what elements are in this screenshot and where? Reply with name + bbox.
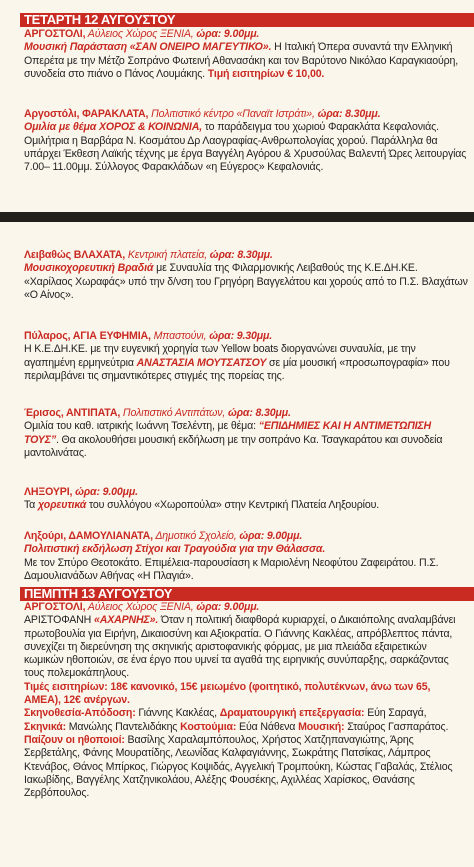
event-body: Όταν η πολιτική διαφθορά κυριαρχεί, ο Δικαιόπολης αναλαμβάνει πρωτοβουλία για Ειρήνη, Δικαιοσύνη και Αξιοκρατία. Ο Γιάννης Κακλέας, απρόβλεπτος πάντα, συνεχίζει τη διερεύνηση της σκηνικής αριστοφανικής φόρμας, με μια πλειάδα εξαιρετικών κωμικών ηθοποιών, σε ένα έργο που υμνεί τα αγαθά της ειρηνικής συνύπαρξης, σαρκάζοντας τους πολεμοκάπηλους.: [24, 614, 456, 680]
event-time: ώρα: 8.30μμ.: [225, 407, 291, 419]
day-header-text: ΠΕΜΠΤΗ 13 ΑΥΓΟΥΣΤΟΥ: [24, 586, 173, 601]
credit-label: Σκηνικά:: [24, 720, 66, 733]
event-highlight: χορευτικά: [37, 499, 87, 512]
event-title: Ομιλία με θέμα ΧΟΡΟΣ & ΚΟΙΝΩΝΙΑ,: [24, 121, 202, 134]
event-venue: Μπαστούνι,: [150, 330, 207, 342]
credit-value: Βασίλης Χαραλαμπόπουλος, Χρήστος Χατζηπαναγιώτης, Άρης Σερβετάλης, Φάνης Μουρατίδης, Λεωνίδας Καλφαγιάννης, Σωκράτης Πατσίκας, Λάμπρος Κτενάβος, Θάνος Μπίρκος, Γιώργος Κοψιδάς, Αγγελική Τρομπούκη, Κώστας Γαβαλάς, Στέλιος Ιακωβίδης, Βαγγέλης Χατζηνικολάου, Αλέξης Φουσέκης, Αχιλλέας Χαρίσκος, Θανάσης Ζερβόπουλος.: [24, 733, 453, 800]
event-antipata: [24, 407, 468, 460]
event-body: το παράδειγμα του χωριού Φαρακλάτα Κεφαλονιάς. Ομιλήτρια η Βαρβάρα Ν. Κοσμάτου Δρ Λαογραφίας-Ανθρωπολογίας χορού. Παράλληλα θα υπάρχει Έκθεση Λαϊκής τέχνης με έργα Βαγγέλη Αγόρου & Χρυσούλας Βαλεντή Ώρες λειτουργίας 7.00– 11.00μμ. Σύλλογος Φαρακλάδων «η Εύγερος» Κεφαλονιάς.: [24, 121, 467, 174]
credit-value: Εύη Σαραγά,: [364, 707, 427, 720]
event-body: του συλλόγου «Χωροπούλα» στην Κεντρική Πλατεία Ληξουρίου.: [86, 499, 380, 512]
event-body: . Θα ακολουθήσει μουσική εκδήλωση με την σοπράνο Κα. Τσαγκαράτου και συνοδεία μαντολινάτας.: [24, 433, 443, 459]
credit-value: Σταύρος Γασπαράτος.: [344, 720, 449, 733]
event-time: ώρα: 9.00μμ.: [72, 486, 138, 498]
credit-value: Γιάννης Κακλέας,: [135, 707, 220, 720]
event-place: ΑΡΓΟΣΤΟΛΙ,: [24, 601, 86, 613]
event-time: ώρα: 8.30μμ.: [314, 108, 381, 120]
event-body: Η Κ.Ε.ΔΗ.ΚΕ. με την ευγενική χορηγία των Yellow boats διοργανώνει συναυλία, με την αγαπημένη ερμηνεύτρια: [24, 343, 416, 369]
event-vlachata: [24, 249, 468, 302]
event-body: Ομιλία του καθ. ιατρικής Ιωάννη Τσελέντη, με θέμα:: [24, 420, 259, 433]
event-place: Λειβαθώς ΒΛΑΧΑΤΑ,: [24, 249, 126, 261]
event-venue: Αύλειος Χώρος ΞΕΝΙΑ,: [85, 601, 194, 613]
credit-value: Μανώλης Παντελιδάκης: [65, 720, 181, 733]
credit-label: Σκηνοθεσία-Απόδοση:: [24, 707, 136, 720]
section-divider: [0, 212, 474, 222]
event-venue: Κεντρική πλατεία,: [125, 249, 208, 261]
event-title: Μουσικοχορευτική Βραδιά: [24, 262, 154, 275]
event-prices: Τιμές εισιτηρίων: 18€ κανονικό, 15€ μειωμένο (φοιτητικό, πολυτέκνων, άνω των 65, ΑΜΕΑ), 12€ ανέργων.: [24, 680, 431, 707]
credit-label: Μουσική:: [298, 720, 345, 733]
event-time: ώρα: 9.00μμ.: [236, 530, 303, 542]
event-time: ώρα: 8.30μμ.: [207, 249, 273, 261]
day-header-text: ΤΕΤΑΡΤΗ 12 ΑΥΓΟΥΣΤΟΥ: [24, 12, 176, 27]
event-author: ΑΡΙΣΤΟΦΑΝΗ: [24, 614, 94, 627]
event-title: Πολιτιστική εκδήλωση Στίχοι και Τραγούδια για την Θάλασσα.: [24, 543, 326, 556]
event-venue: Δημοτικό Σχολείο,: [152, 530, 237, 542]
event-body: σε μία μουσική «προσωπογραφία» που περιλαμβάνει τις σημαντικότερες στιγμές της πορείας της.: [24, 356, 450, 382]
event-time: ώρα: 9.30μμ.: [206, 330, 273, 342]
event-place: Έρισος, ΑΝΤΙΠΑΤΑ,: [24, 407, 121, 419]
event-price: Τιμή εισιτηρίων € 10,00.: [204, 67, 325, 80]
credit-value: Εύα Νάθενα: [236, 720, 299, 733]
event-highlight: “ΕΠΙΔΗΜΙΕΣ ΚΑΙ Η ΑΝΤΙΜΕΤΩΠΙΣΗ ΤΟΥΣ”: [24, 420, 432, 446]
event-place: Αργοστόλι, ΦΑΡΑΚΛΑΤΑ,: [24, 108, 149, 120]
event-highlight: ΑΝΑΣΤΑΣΙΑ ΜΟΥΤΣΑΤΣΟΥ: [136, 356, 267, 369]
credit-label: Κοστούμια:: [180, 720, 237, 733]
event-credits: [24, 707, 468, 800]
event-place: Πύλαρος, ΑΓΙΑ ΕΥΦΗΜΙΑ,: [24, 330, 151, 342]
event-body: Με τον Σπύρο Θεοτοκάτο. Επιμέλεια-παρουσίαση κ Μαριολένη Νεοφύτου Ζαφειράτου. Π.Σ. Δαμουλιανάδων Αθήνας «Η Πλαγιά».: [24, 556, 439, 582]
event-place: ΑΡΓΟΣΤΟΛΙ,: [24, 28, 86, 40]
event-venue: Πολιτιστικό κέντρο «Παναϊτ Ιστράτι»,: [148, 108, 315, 120]
event-time: ώρα: 9.00μμ.: [193, 28, 260, 40]
day-header-thursday: [0, 587, 474, 601]
credit-label: Παίζουν οι ηθοποιοί:: [24, 733, 125, 746]
event-argostoli-xenia: [24, 28, 468, 81]
event-body: Τα: [24, 499, 38, 512]
event-body: Η Ιταλική Όπερα συναντά την Ελληνική Οπερέτα με την Μέτζο Σοπράνο Φωτεινή Αθανασάκη και τον Βαρύτονο Νικόλαο Καραγκιαούρη, συνοδεία στο πιάνο ο Πάνος Λουμάκης.: [24, 41, 459, 80]
event-place: ΛΗΞΟΥΡΙ,: [24, 486, 73, 498]
event-agia-efimia: [24, 330, 468, 383]
day-header-wednesday: [0, 13, 474, 27]
event-faraklata: [24, 108, 468, 174]
event-acharnes: [24, 601, 468, 800]
event-play-title: «ΑΧΑΡΝΗΣ».: [93, 614, 159, 627]
event-title: Μουσική Παράσταση «ΣΑΝ ΟΝΕΙΡΟ ΜΑΓΕΥΤΙΚΟ».: [24, 41, 272, 54]
event-body: με Συναυλία της Φιλαρμονικής Λειβαθούς της Κ.Ε.ΔΗ.ΚΕ. «Χαρίλαος Χωραφάς» υπό την δ/νση του Γρηγόρη Βαγγελάτου και χορούς από το Π.Σ. Βλαχάτων «Ο Αίνος».: [24, 262, 468, 301]
event-time: ώρα: 9.00μμ.: [193, 601, 260, 613]
event-damoulianata: [24, 530, 468, 583]
event-venue: Αύλειος Χώρος ΞΕΝΙΑ,: [85, 28, 194, 40]
event-lixouri: [24, 486, 468, 513]
credit-label: Δραματουργική επεξεργασία:: [219, 707, 365, 720]
event-venue: Πολιτιστικό Αντιπάτων,: [120, 407, 226, 419]
event-place: Ληξούρι, ΔΑΜΟΥΛΙΑΝΑΤΑ,: [24, 530, 153, 542]
